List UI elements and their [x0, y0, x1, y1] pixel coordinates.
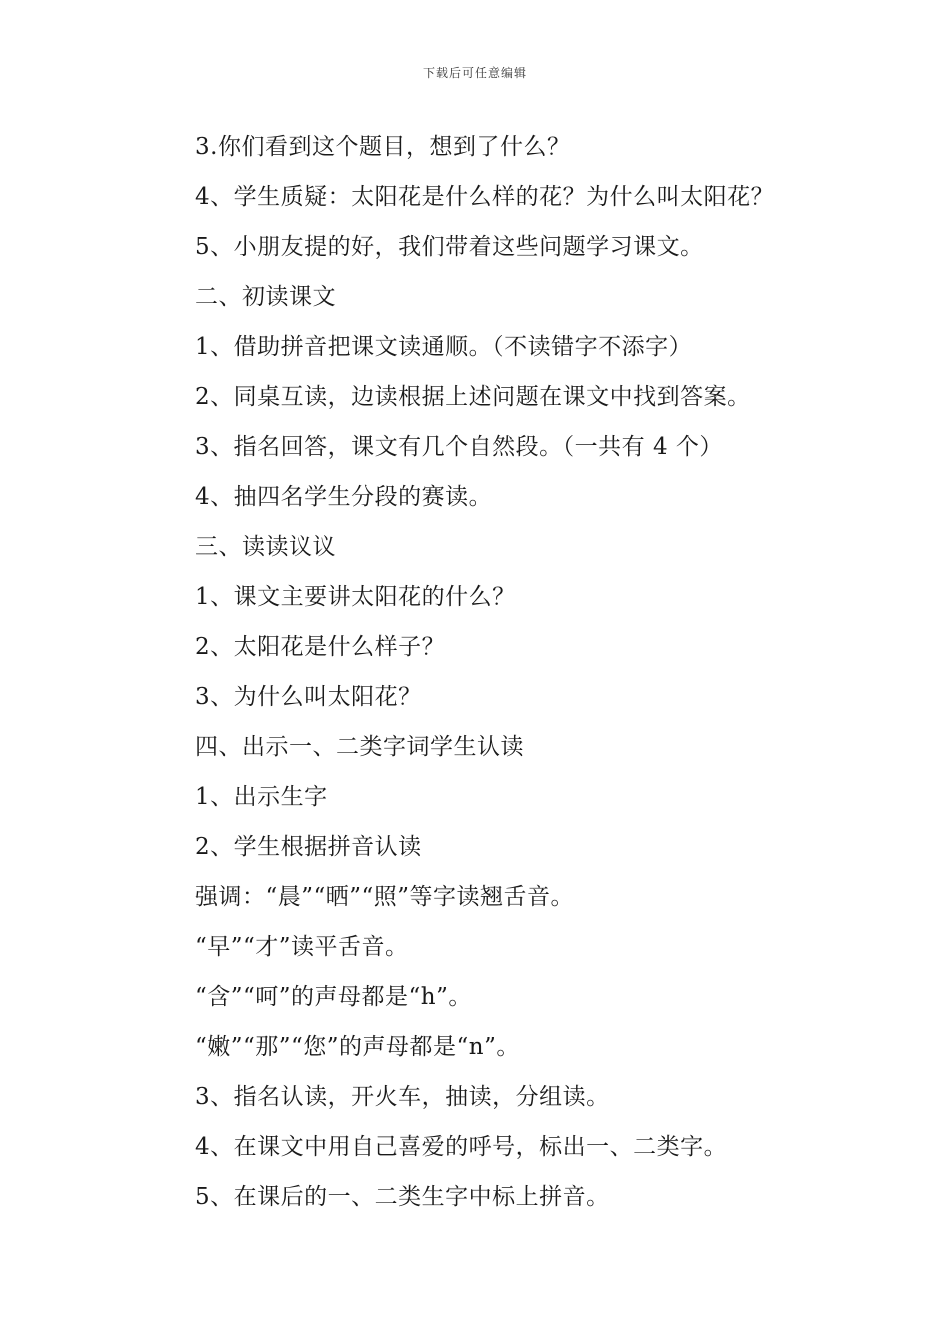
text-line: “早”“才”读平舌音。 — [195, 934, 409, 960]
text-line: 4、学生质疑：太阳花是什么样的花？为什么叫太阳花？ — [195, 184, 775, 210]
section-heading: 四、出示一、二类字词学生认读 — [195, 734, 524, 760]
text-line: 2、太阳花是什么样子？ — [195, 634, 446, 660]
text-line: “含”“呵”的声母都是“h”。 — [195, 984, 472, 1010]
text-line: “嫩”“那”“您”的声母都是“n”。 — [195, 1034, 520, 1060]
document-body — [195, 127, 855, 1227]
text-line: 1、出示生字 — [195, 784, 328, 810]
text-line: 3、指名认读，开火车，抽读，分组读。 — [195, 1084, 610, 1110]
text-line: 1、课文主要讲太阳花的什么？ — [195, 584, 516, 610]
text-line: 2、同桌互读，边读根据上述问题在课文中找到答案。 — [195, 384, 751, 410]
text-line: 强调：“晨”“晒”“照”等字读翘舌音。 — [195, 884, 575, 910]
text-line: 3、为什么叫太阳花？ — [195, 684, 422, 710]
text-line: 1、借助拼音把课文读通顺。（不读错字不添字） — [195, 334, 693, 360]
section-heading: 二、初读课文 — [195, 284, 336, 310]
page-header: 下载后可任意编辑 — [422, 66, 527, 80]
text-line: 4、抽四名学生分段的赛读。 — [195, 484, 493, 510]
text-line: 5、小朋友提的好，我们带着这些问题学习课文。 — [195, 234, 704, 260]
text-line: 2、学生根据拼音认读 — [195, 834, 422, 860]
section-heading: 三、读读议议 — [195, 534, 336, 560]
text-line: 3、指名回答，课文有几个自然段。（一共有 4 个） — [195, 434, 723, 460]
text-line: 4、在课文中用自己喜爱的呼号，标出一、二类字。 — [195, 1134, 728, 1160]
text-line: 3.你们看到这个题目，想到了什么？ — [195, 134, 571, 160]
text-line: 5、在课后的一、二类生字中标上拼音。 — [195, 1184, 610, 1210]
